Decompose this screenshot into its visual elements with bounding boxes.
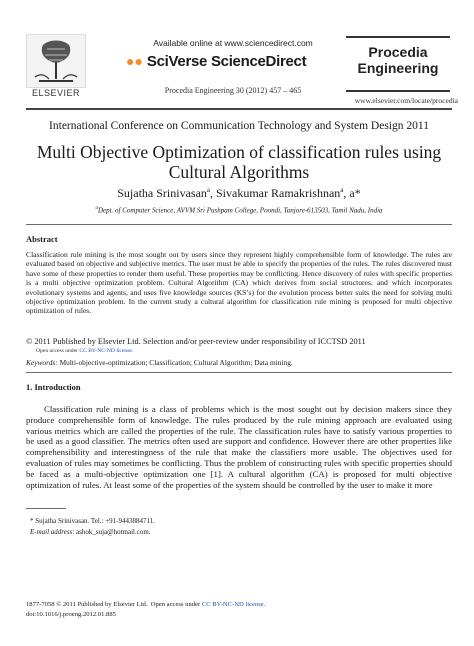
footer-issn-line [26,601,265,608]
journal-title-line2: Engineering [357,60,439,76]
title-rule [26,224,452,225]
elsevier-logo [26,34,86,88]
corresponding-author: * Sujatha Srinivasan. Tel.: +91-9443884711. [30,517,155,525]
section-heading: 1. Introduction [26,382,81,392]
abstract-heading: Abstract [26,234,58,244]
elsevier-tree-icon [27,35,85,87]
journal-url[interactable]: www.elsevier.com/locate/procedia [354,96,458,105]
author-name: Sivakumar Ramakrishnan [216,186,341,200]
author-separator: , [210,186,216,200]
doi[interactable]: doi:10.1016/j.proeng.2012.01.885 [26,611,116,618]
open-access-line [36,348,133,354]
conference-name: International Conference on Communication Technology and System Design 2011 [49,120,429,132]
footer-license-link[interactable]: CC BY-NC-ND license. [201,601,266,608]
footnote-rule [26,508,66,509]
journal-title-box [346,36,450,92]
affiliation-mark: a [95,206,98,211]
sciencedirect-icon: ●● [126,53,143,70]
paper-title-line2: Cultural Algorithms [168,162,310,182]
intro-body: Classification rule mining is a class of problems which is the most sought out by decision makers since they produce comprehensible form of knowledge. The rules produced by the rule mining approach are evaluated using various metrics which are called the properties of the rule. The classification rules have to satisfy various properties to be used as a good classifier. The metrics often used are support and confidence. However there are other properties like comprehensibility and interestingness of the rule that make the classifiers more usable. The objectives used for evaluation of rules may sometimes be conflicting. Thus the problem of constructing rules with specific properties should be faced as a multi-objective optimization one [1]. A cultural algorithm (CA) is proposed for multi objective optimization of rules. At least some of the properties of the system should be controlled by the user to make it more [26,404,452,490]
abstract-rule [26,372,452,373]
keywords-line [26,358,452,367]
license-link[interactable]: CC BY-NC-ND license. [79,348,134,354]
keywords-text: Multi-objective-optimization; Classification; Cultural Algorithm; Data mining. [57,358,293,367]
paper-title-line1: Multi Objective Optimization of classification rules using [36,142,442,162]
author-affiliation-mark: a [206,186,210,194]
author-list [26,186,452,201]
abstract-body: Classification rule mining is the most sought out by users since they represent highly comprehensible form of knowledge. The rules are evaluated based on objective and subjective metrics. The user must be able to specify the properties of the rules. The rules discovered must have some of these properties to render them useful. These properties may be conflicting. Hence discovery of rules with specific properties is a multi objective optimization problem. Cultural Algorithm (CA) which derives from social structures, and which incorporates evolutionary systems and agents, and uses five knowledge sources (KS’s) for the evolution process better suits the need for solving multi objective optimization problem. In the current study a cultural algorithm for classification rule mining is proposed for multi objective optimization of rules. [26,250,452,316]
open-access-text: Open access under [36,348,80,354]
available-online-text: Available online at www.sciencedirect.com [153,38,313,48]
keywords-label: Keywords: [26,358,58,367]
journal-reference: Procedia Engineering 30 (2012) 457 – 465 [164,86,302,95]
journal-title-line1: Procedia [368,44,428,60]
author-suffix: , a* [343,186,361,200]
author-name: Sujatha Srinivasan [117,186,207,200]
publisher-name: ELSEVIER [31,88,81,98]
author-affiliation-mark: a [340,186,344,194]
header-rule [26,108,452,110]
copyright-line: © 2011 Published by Elsevier Ltd. Selection and/or peer-review under responsibility of ICCTSD 2011 [26,337,366,346]
email-address[interactable]: : ashok_suja@hotmail.com. [72,528,151,536]
affiliation [26,206,452,214]
sciencedirect-logo [126,52,342,74]
email-label: E-mail address [30,528,73,536]
affiliation-text: Dept. of Computer Science, AVVM Sri Pushpam College, Poondi, Tanjore-613503, Tamil Nadu, India [97,206,383,215]
footer-open-access-text: Open access under [147,601,202,608]
email-line [30,528,151,536]
issn-text: 1877-7058 © 2011 Published by Elsevier Ltd. [26,601,148,608]
sciverse-title: SciVerse ScienceDirect [146,52,307,70]
